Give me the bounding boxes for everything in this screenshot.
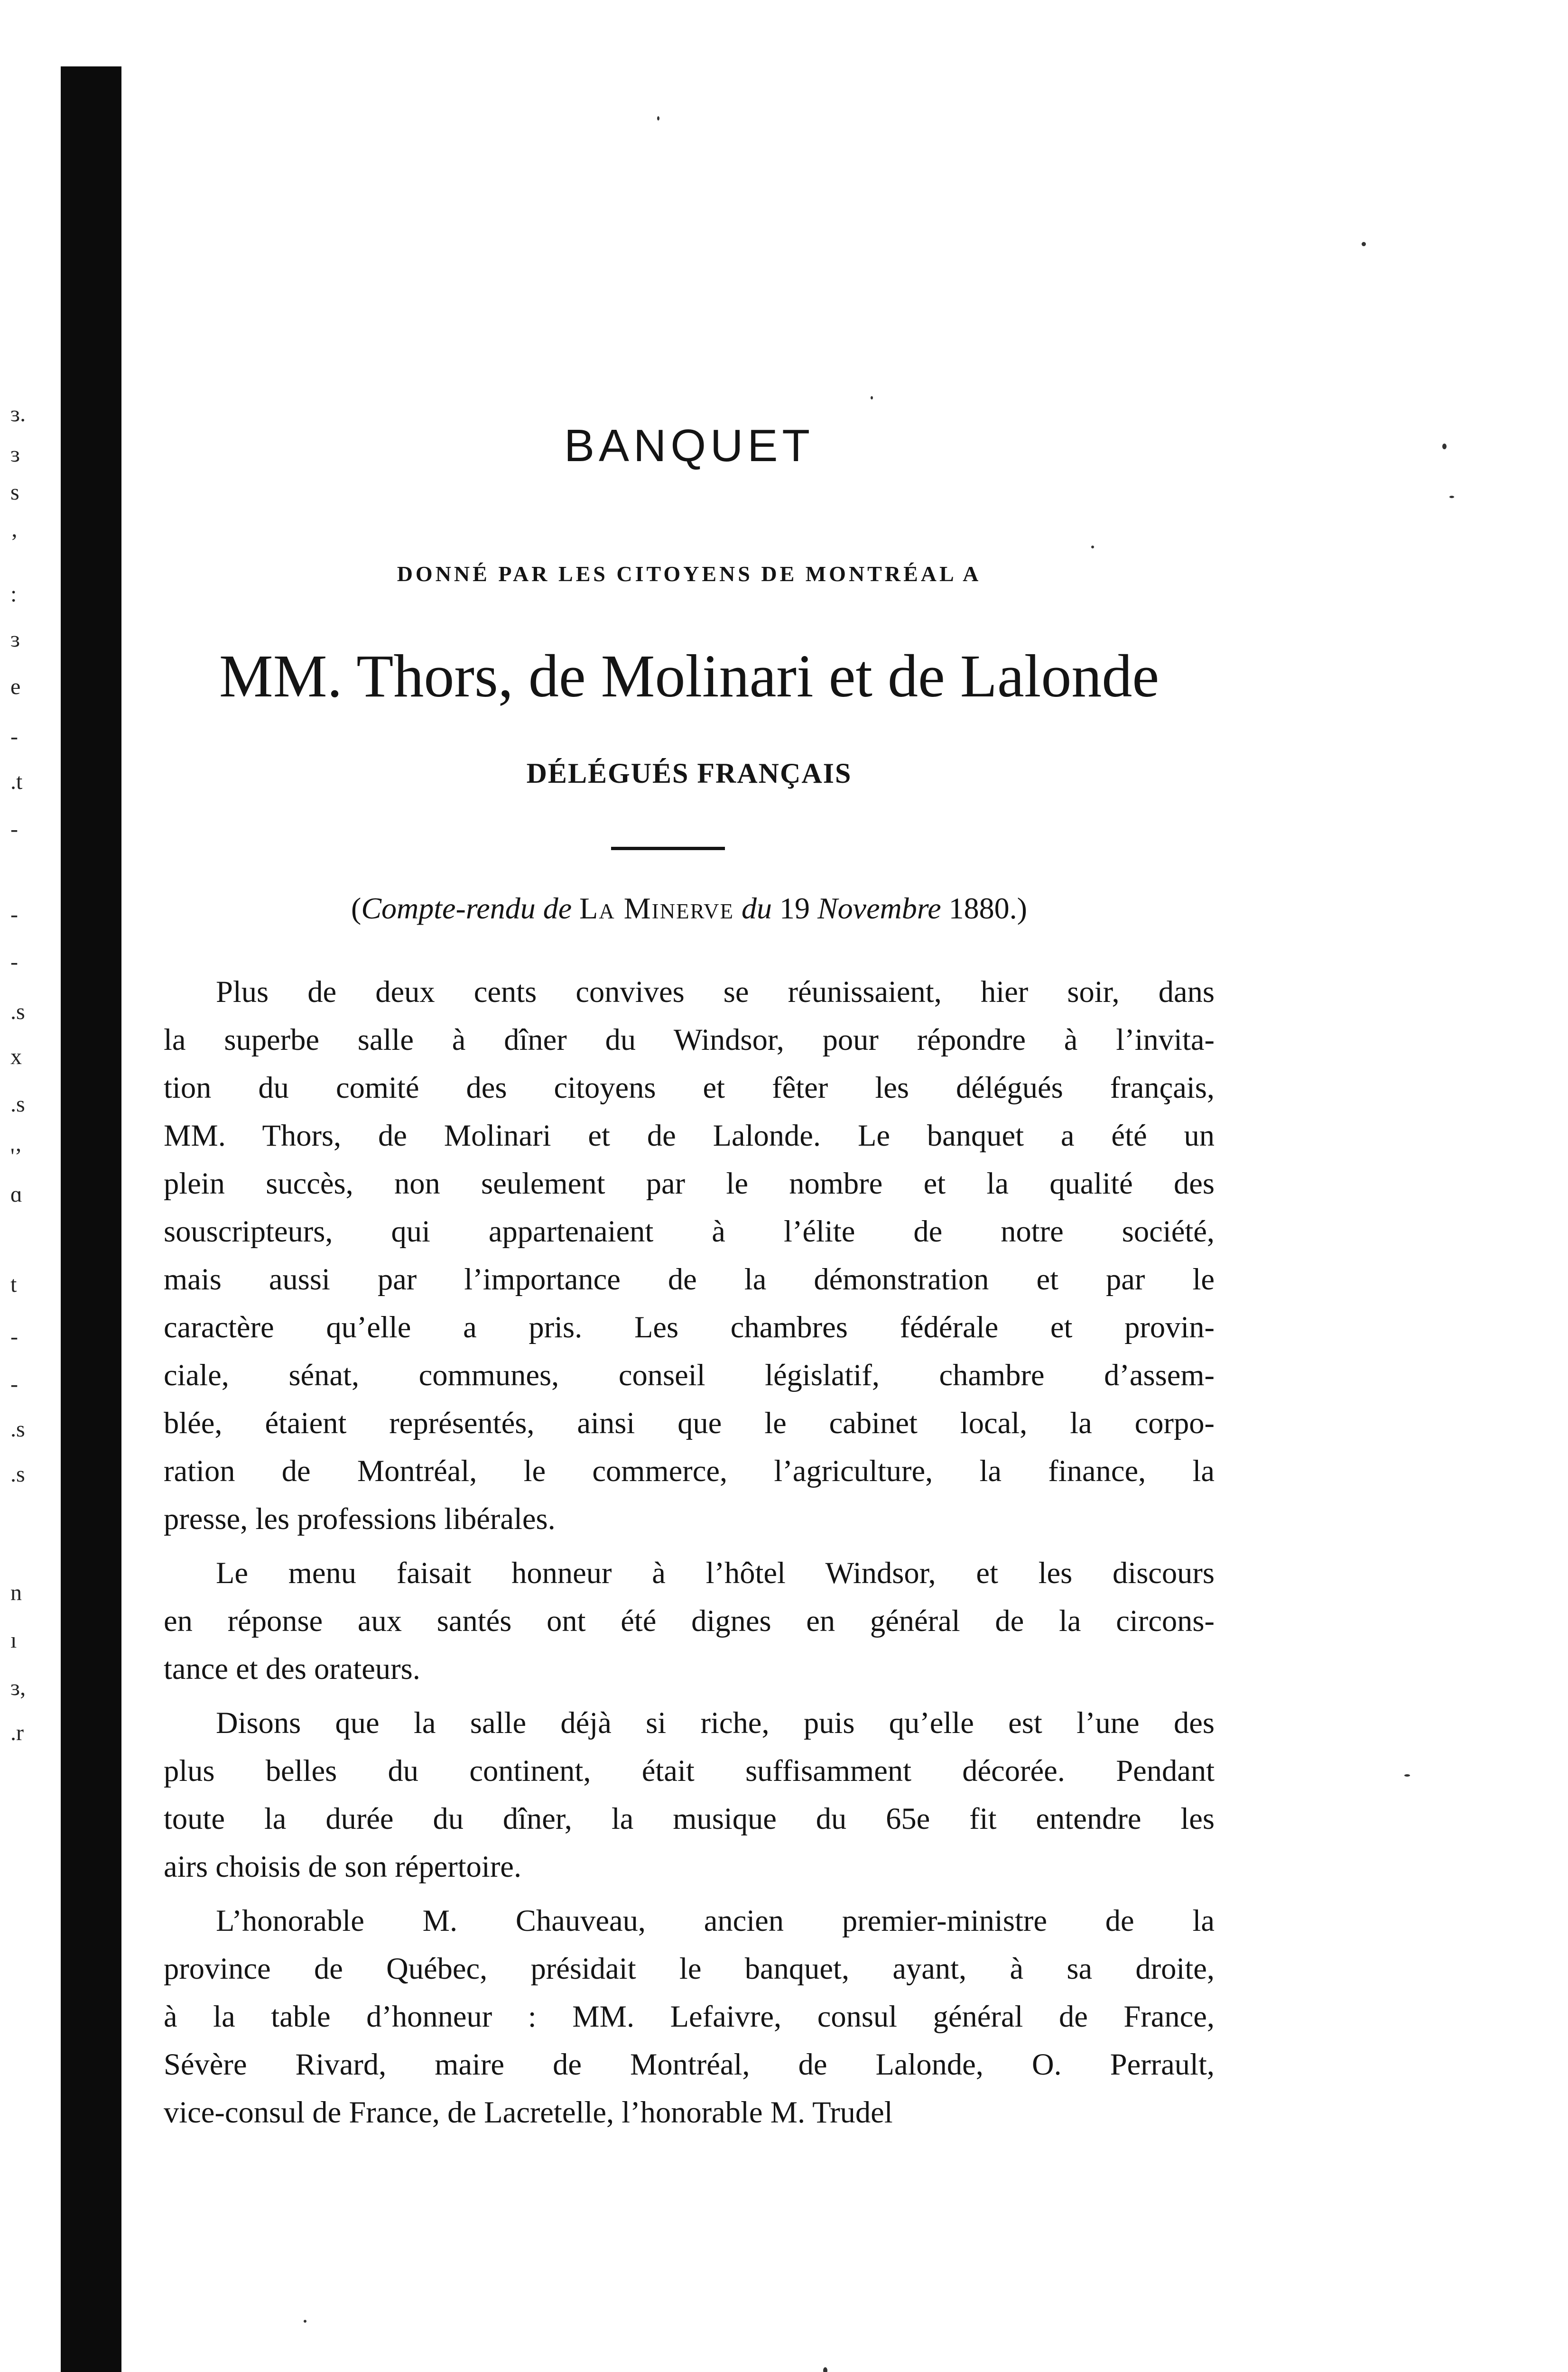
margin-character: t <box>10 1272 17 1297</box>
text-line: plus belles du continent, était suffisamment décorée. Pendant <box>164 1754 1215 1788</box>
citation-close: ) <box>1017 891 1027 925</box>
margin-character: e <box>10 674 21 699</box>
left-margin-bleed <box>0 0 57 2372</box>
margin-character: .t <box>10 769 23 794</box>
margin-character: .s <box>10 1417 25 1442</box>
divider-rule <box>611 847 725 850</box>
margin-character: x <box>10 1044 22 1069</box>
paper-speck <box>1091 546 1094 548</box>
text-line: L’honorable M. Chauveau, ancien premier-ministre de la <box>216 1904 1215 1937</box>
margin-character: - <box>10 816 18 842</box>
margin-character: - <box>10 949 18 974</box>
text-line: ciale, sénat, communes, conseil législatif, chambre d’assem- <box>164 1358 1215 1392</box>
citation-prefix: Compte-rendu de <box>361 891 572 925</box>
subtitle: DONNÉ PAR LES CITOYENS DE MONTRÉAL A <box>397 562 982 586</box>
margin-character: ɜ <box>10 627 20 652</box>
text-line: province de Québec, présidait le banquet, ayant, à sa droite, <box>164 1952 1215 1985</box>
margin-character: - <box>10 1371 18 1397</box>
binding-shadow <box>61 66 121 2372</box>
margin-character: ɜ <box>10 442 20 467</box>
text-line: la superbe salle à dîner du Windsor, pour répondre à l’invita- <box>164 1023 1215 1056</box>
citation-du: du <box>741 891 772 925</box>
margin-character: - <box>10 1324 18 1349</box>
text-line: toute la durée du dîner, la musique du 65e fit entendre les <box>164 1802 1215 1835</box>
paragraph <box>164 1549 1215 1693</box>
text-line: en réponse aux santés ont été dignes en général de la circons- <box>164 1604 1215 1638</box>
text-line: Disons que la salle déjà si riche, puis qu’elle est l’une des <box>216 1706 1215 1740</box>
margin-character: ɜ, <box>10 1675 26 1700</box>
citation <box>164 887 1215 930</box>
honorees-heading: MM. Thors, de Molinari et de Lalonde <box>219 642 1160 710</box>
margin-character: ɜ. <box>10 401 26 426</box>
margin-character: s <box>10 480 19 505</box>
text-line: presse, les professions libérales. <box>164 1502 556 1536</box>
margin-character: .s <box>10 1092 25 1117</box>
margin-character: .s <box>10 999 25 1024</box>
text-line: souscripteurs, qui appartenaient à l’élite de notre société, <box>164 1214 1215 1248</box>
text-line: MM. Thors, de Molinari et de Lalonde. Le banquet a été un <box>164 1119 1215 1152</box>
article-body <box>164 968 1215 2142</box>
text-line: Plus de deux cents convives se réunissaient, hier soir, dans <box>216 975 1215 1009</box>
delegates-heading: DÉLÉGUÉS FRANÇAIS <box>526 758 852 789</box>
text-line: vice-consul de France, de Lacretelle, l’honorable M. Trudel <box>164 2095 893 2129</box>
paper-speck <box>1404 1774 1410 1777</box>
paper-speck <box>657 116 659 120</box>
paper-speck <box>871 396 873 399</box>
margin-character: ı <box>10 1628 17 1653</box>
paper-speck <box>1449 496 1454 498</box>
text-line: plein succès, non seulement par le nombre et la qualité des <box>164 1167 1215 1200</box>
text-line: caractère qu’elle a pris. Les chambres fédérale et provin- <box>164 1310 1215 1344</box>
paragraph <box>164 1699 1215 1890</box>
paper-speck <box>1362 242 1366 246</box>
text-line: Le menu faisait honneur à l’hôtel Windsor, et les discours <box>216 1556 1215 1590</box>
paragraph <box>164 1897 1215 2136</box>
paper-speck <box>823 2367 827 2372</box>
text-line: tion du comité des citoyens et fêter les délégués français, <box>164 1071 1215 1104</box>
citation-day: 19 <box>779 891 810 925</box>
margin-character: .s <box>10 1462 25 1487</box>
paragraph <box>164 968 1215 1543</box>
margin-character: ɑ <box>10 1182 23 1207</box>
text-line: à la table d’honneur : MM. Lefaivre, consul général de France, <box>164 2000 1215 2033</box>
citation-open: ( <box>351 891 362 925</box>
paper-speck <box>304 2320 306 2323</box>
page-title: BANQUET <box>564 420 815 471</box>
margin-character: ’ <box>10 529 18 555</box>
text-line: mais aussi par l’importance de la démonstration et par le <box>164 1262 1215 1296</box>
margin-character: - <box>10 724 18 749</box>
margin-character: '’ <box>10 1144 22 1169</box>
text-line: airs choisis de son répertoire. <box>164 1850 522 1883</box>
text-line: ration de Montréal, le commerce, l’agriculture, la finance, la <box>164 1454 1215 1488</box>
paper-speck <box>1442 444 1447 449</box>
citation-year: 1880. <box>948 891 1017 925</box>
margin-character: .r <box>10 1720 24 1745</box>
margin-character: n <box>10 1580 22 1605</box>
margin-character: - <box>10 902 18 927</box>
text-line: tance et des orateurs. <box>164 1652 420 1686</box>
text-line: blée, étaient représentés, ainsi que le cabinet local, la corpo- <box>164 1406 1215 1440</box>
margin-character: : <box>10 582 17 607</box>
text-line: Sévère Rivard, maire de Montréal, de Lalonde, O. Perrault, <box>164 2048 1215 2081</box>
citation-journal: La Minerve <box>579 891 734 925</box>
citation-month: Novembre <box>817 891 941 925</box>
